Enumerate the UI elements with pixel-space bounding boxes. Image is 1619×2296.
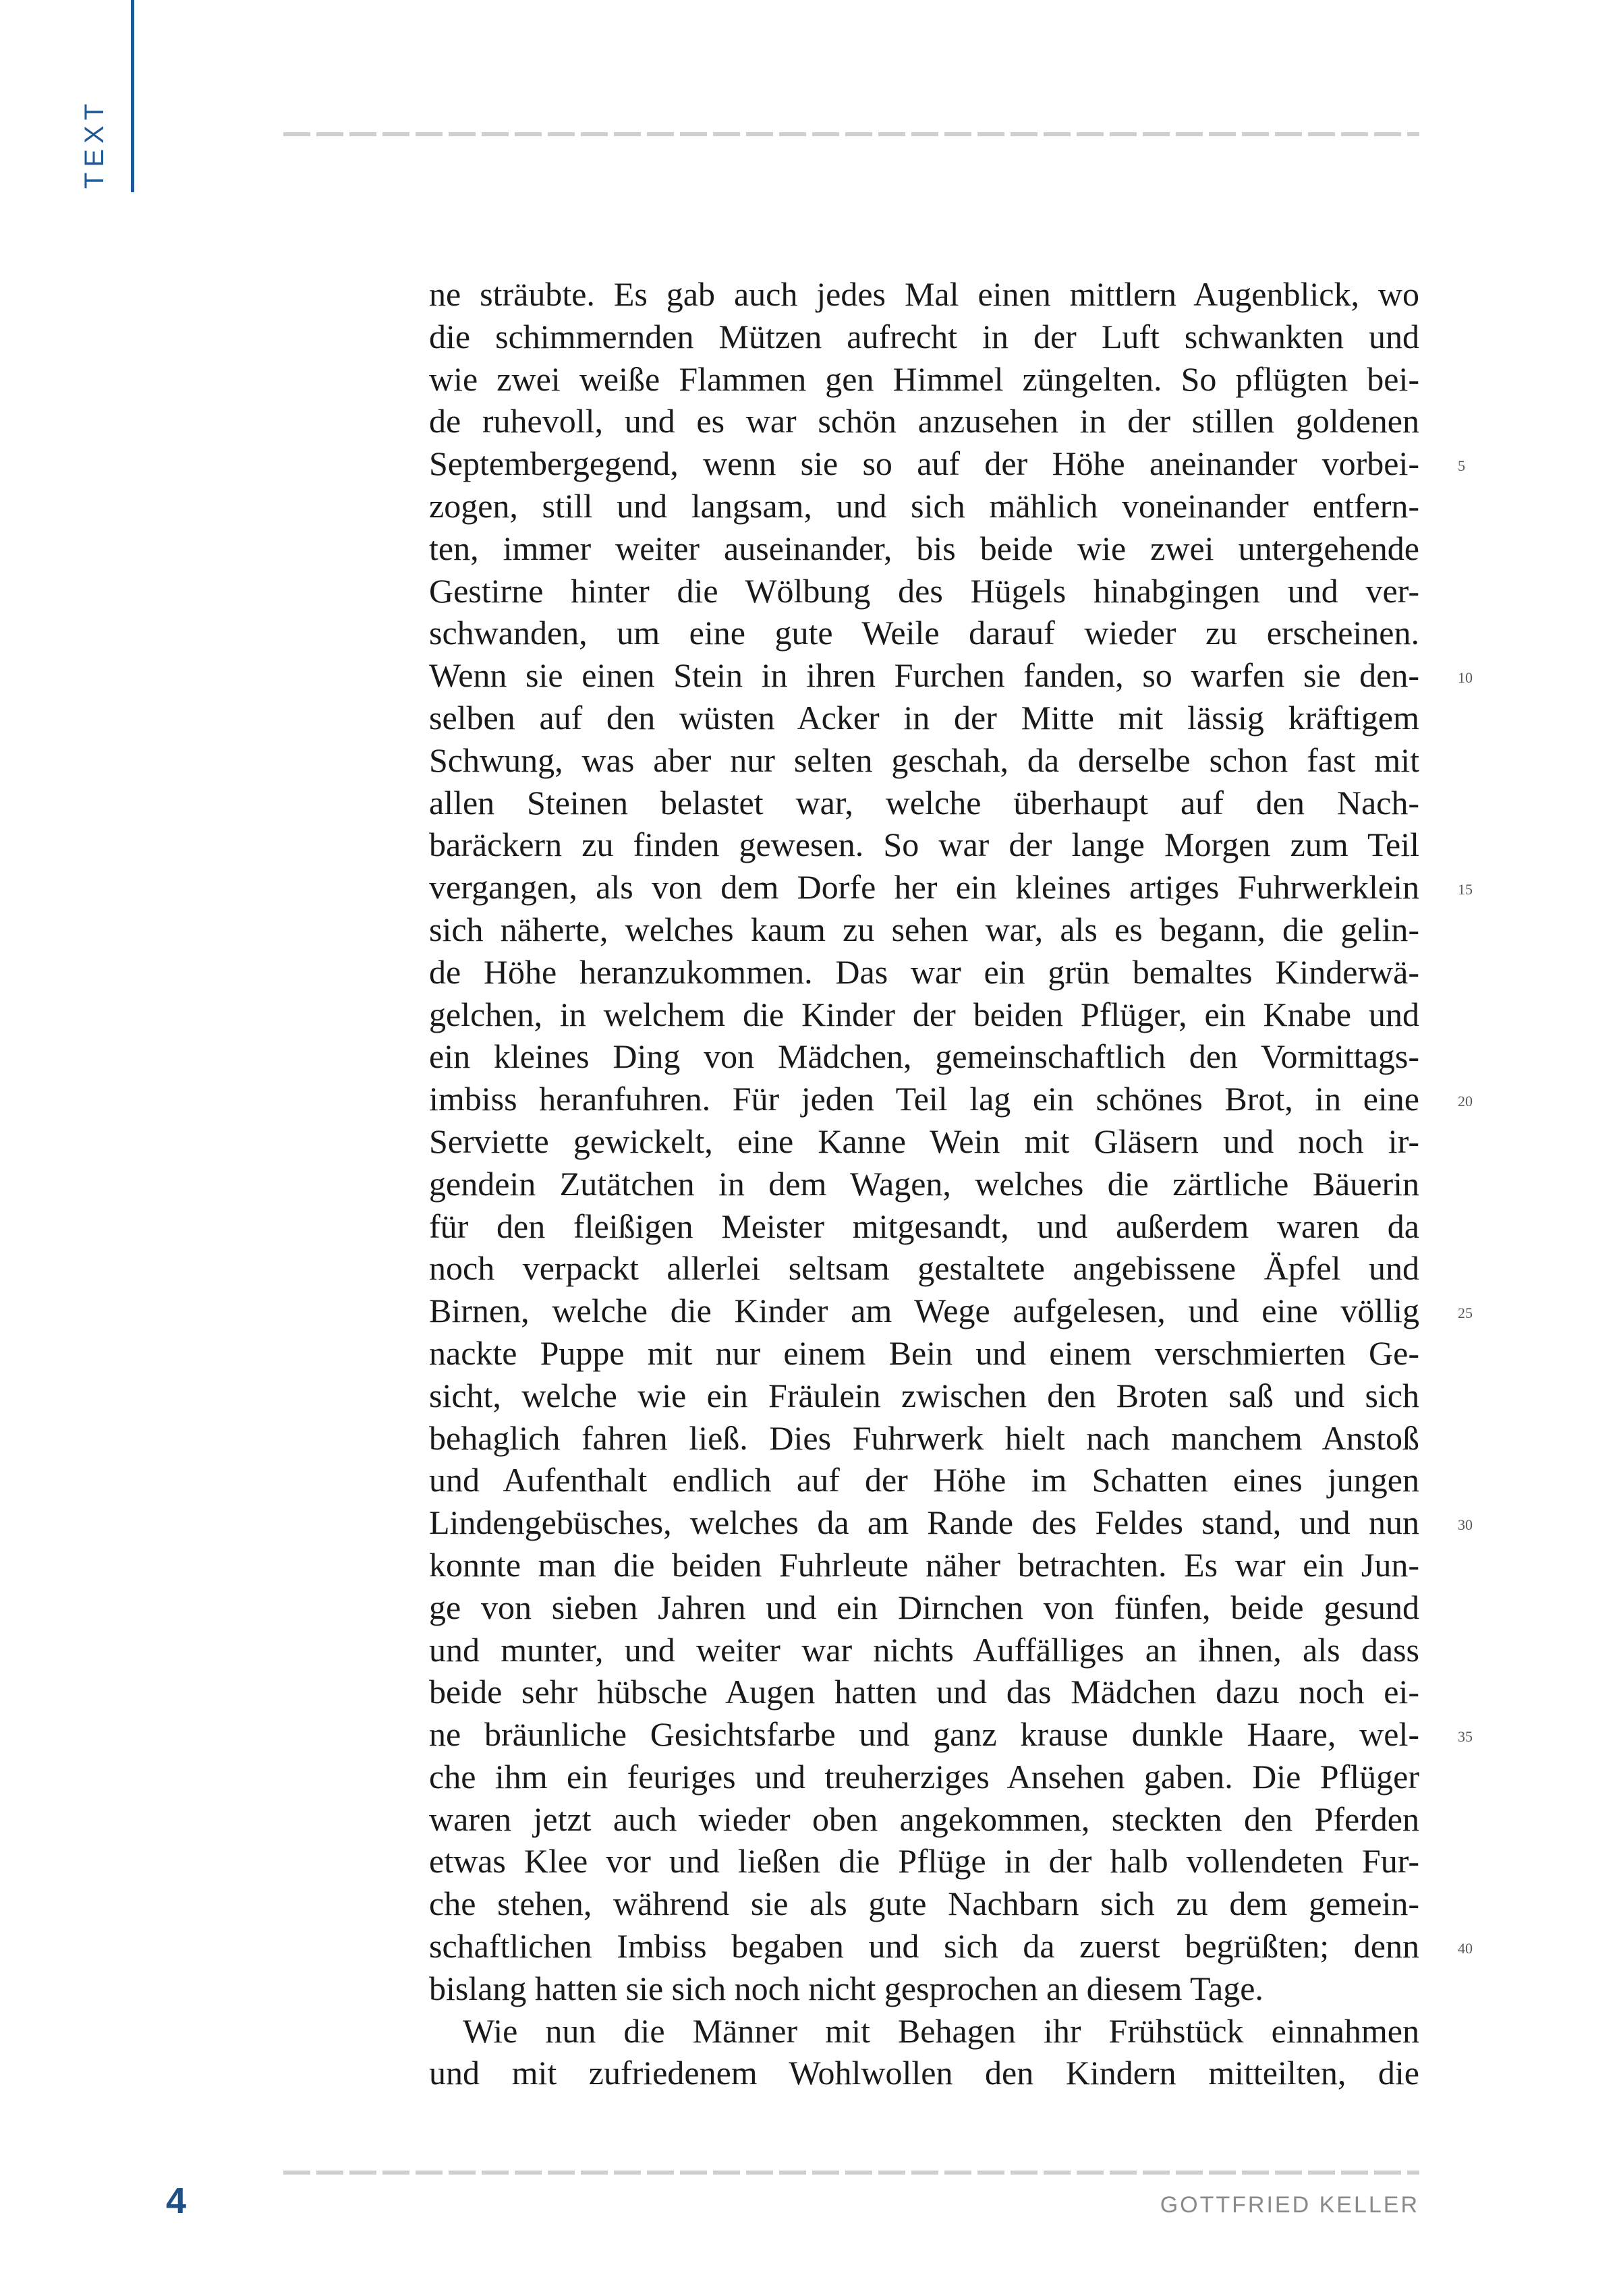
text-line-content: waren jetzt auch wieder oben angekommen, steckten den Pferden — [429, 1800, 1419, 1838]
text-line — [429, 1713, 1473, 1756]
text-line-content: imbiss heranfuhren. Für jeden Teil lag ein schönes Brot, in eine — [429, 1080, 1419, 1118]
text-line-content: und Aufenthalt endlich auf der Höhe im Schatten eines jungen — [429, 1461, 1419, 1499]
text-line — [429, 1501, 1473, 1544]
text-line-content: sich näherte, welches kaum zu sehen war, als es begann, die gelin- — [429, 910, 1419, 948]
text-line-content: bislang hatten sie sich noch nicht gesprochen an diesem Tage. — [429, 1969, 1263, 2007]
line-number: 15 — [1458, 881, 1473, 898]
text-line — [429, 1205, 1419, 1248]
line-number: 40 — [1458, 1940, 1473, 1957]
text-line — [429, 951, 1419, 994]
text-line-content: Wie nun die Männer mit Behagen ihr Frühstück einnahmen — [463, 2011, 1419, 2050]
text-line-content: und munter, und weiter war nichts Auffälliges an ihnen, als dass — [429, 1630, 1419, 1669]
text-line — [429, 866, 1473, 909]
text-line-content: ne sträubte. Es gab auch jedes Mal einen mittlern Augenblick, wo — [429, 275, 1419, 313]
line-number: 20 — [1458, 1093, 1473, 1110]
text-line — [429, 994, 1419, 1036]
text-line — [429, 1332, 1419, 1375]
text-line-content: Serviette gewickelt, eine Kanne Wein mit Gläsern und noch ir- — [429, 1122, 1419, 1160]
text-line — [429, 1459, 1419, 1501]
text-line — [429, 358, 1419, 401]
text-line-content: schwanden, um eine gute Weile darauf wieder zu erscheinen. — [429, 614, 1419, 652]
text-line — [429, 1756, 1419, 1798]
line-number: 25 — [1458, 1304, 1473, 1322]
text-line — [429, 527, 1419, 570]
section-rule — [131, 0, 134, 192]
text-line-content: selben auf den wüsten Acker in der Mitte mit lässig kräftigem — [429, 698, 1419, 737]
section-label: TEXT — [80, 98, 109, 189]
text-line — [429, 1671, 1419, 1713]
line-number: 5 — [1458, 457, 1465, 475]
line-number: 10 — [1458, 669, 1473, 687]
text-line-content: de Höhe heranzukommen. Das war ein grün bemaltes Kinderwä- — [429, 952, 1419, 991]
text-line-content: baräckern zu finden gewesen. So war der lange Morgen zum Teil — [429, 826, 1419, 864]
text-line-content: de ruhevoll, und es war schön anzusehen in der stillen goldenen — [429, 402, 1419, 440]
text-line-content: sicht, welche wie ein Fräulein zwischen den Broten saß und sich — [429, 1376, 1419, 1414]
text-line — [429, 739, 1419, 782]
text-line — [429, 697, 1419, 739]
text-line — [429, 1417, 1419, 1460]
text-line-content: ne bräunliche Gesichtsfarbe und ganz krause dunkle Haare, wel- — [429, 1715, 1419, 1754]
line-number: 30 — [1458, 1516, 1473, 1534]
text-line-content: konnte man die beiden Fuhrleute näher betrachten. Es war ein Jun- — [429, 1545, 1419, 1584]
text-line — [429, 1120, 1419, 1163]
text-line — [429, 1035, 1419, 1078]
text-line — [429, 1375, 1419, 1417]
text-line — [429, 909, 1419, 951]
text-line-content: Birnen, welche die Kinder am Wege aufgelesen, und eine völlig — [429, 1292, 1419, 1330]
text-line-content: wie zwei weiße Flammen gen Himmel züngelten. So pflügten bei- — [429, 360, 1419, 398]
text-line — [429, 1883, 1419, 1925]
text-line — [429, 1544, 1419, 1586]
text-line — [429, 1078, 1473, 1120]
text-line-content: behaglich fahren ließ. Dies Fuhrwerk hielt nach manchem Anstoß — [429, 1418, 1419, 1457]
text-line — [429, 612, 1419, 654]
text-line — [429, 654, 1473, 697]
line-number: 35 — [1458, 1728, 1473, 1746]
text-line — [429, 273, 1419, 316]
text-line-content: nackte Puppe mit nur einem Bein und einem verschmierten Ge- — [429, 1333, 1419, 1372]
text-line-content: schaftlichen Imbiss begaben und sich da zuerst begrüßten; denn — [429, 1927, 1419, 1965]
text-line — [429, 485, 1419, 527]
text-line — [429, 1840, 1419, 1883]
text-line — [429, 782, 1419, 824]
text-line-content: Gestirne hinter die Wölbung des Hügels hinabgingen und ver- — [429, 571, 1419, 610]
text-line-content: gendein Zutätchen in dem Wagen, welches die zärtliche Bäuerin — [429, 1164, 1419, 1203]
text-line-content: für den fleißigen Meister mitgesandt, und außerdem waren da — [429, 1207, 1419, 1245]
text-line — [429, 2010, 1419, 2053]
text-line-content: vergangen, als von dem Dorfe her ein kleines artiges Fuhrwerklein — [429, 868, 1419, 907]
text-line-content: che ihm ein feuriges und treuherziges Ansehen gaben. Die Pflüger — [429, 1757, 1419, 1796]
text-line — [429, 1629, 1419, 1671]
text-line — [429, 1968, 1419, 2010]
text-line — [429, 442, 1465, 485]
page-number: 4 — [166, 2181, 187, 2221]
text-line-content: ten, immer weiter auseinander, bis beide wie zwei untergehende — [429, 529, 1419, 567]
text-line-content: zogen, still und langsam, und sich mählich voneinander entfern- — [429, 486, 1419, 525]
text-line — [429, 400, 1419, 442]
text-line-content: ge von sieben Jahren und ein Dirnchen von fünfen, beide gesund — [429, 1588, 1419, 1626]
text-line-content: beide sehr hübsche Augen hatten und das Mädchen dazu noch ei- — [429, 1673, 1419, 1711]
text-line-content: und mit zufriedenem Wohlwollen den Kindern mitteilten, die — [429, 2054, 1419, 2092]
author-name: GOTTFRIED KELLER — [1160, 2192, 1419, 2218]
text-line-content: che stehen, während sie als gute Nachbarn sich zu dem gemein- — [429, 1885, 1419, 1923]
text-line — [429, 2052, 1419, 2094]
text-line — [429, 1290, 1473, 1332]
footer-dashed-divider — [283, 2171, 1419, 2175]
text-line-content: Septembergegend, wenn sie so auf der Höhe aneinander vorbei- — [429, 444, 1419, 483]
text-line-content: noch verpackt allerlei seltsam gestaltete angebissene Äpfel und — [429, 1249, 1419, 1288]
text-line-content: die schimmernden Mützen aufrecht in der Luft schwankten und — [429, 317, 1419, 355]
text-line-content: ein kleines Ding von Mädchen, gemeinschaftlich den Vormittags- — [429, 1037, 1419, 1076]
text-line-content: Wenn sie einen Stein in ihren Furchen fanden, so warfen sie den- — [429, 656, 1419, 695]
text-line — [429, 316, 1419, 358]
text-line — [429, 1925, 1473, 1968]
text-line-content: allen Steinen belastet war, welche überhaupt auf den Nach- — [429, 783, 1419, 822]
text-line — [429, 1586, 1419, 1629]
text-line-content: gelchen, in welchem die Kinder der beiden Pflüger, ein Knabe und — [429, 995, 1419, 1033]
text-line — [429, 570, 1419, 612]
header-dashed-divider — [283, 132, 1419, 136]
text-line — [429, 1247, 1419, 1290]
text-line — [429, 1163, 1419, 1205]
text-line — [429, 824, 1419, 866]
body-text — [429, 273, 1473, 2094]
text-line — [429, 1798, 1419, 1841]
text-line-content: Lindengebüsches, welches da am Rande des Feldes stand, und nun — [429, 1503, 1419, 1542]
text-line-content: etwas Klee vor und ließen die Pflüge in der halb vollendeten Fur- — [429, 1842, 1419, 1881]
text-line-content: Schwung, was aber nur selten geschah, da derselbe schon fast mit — [429, 741, 1419, 779]
